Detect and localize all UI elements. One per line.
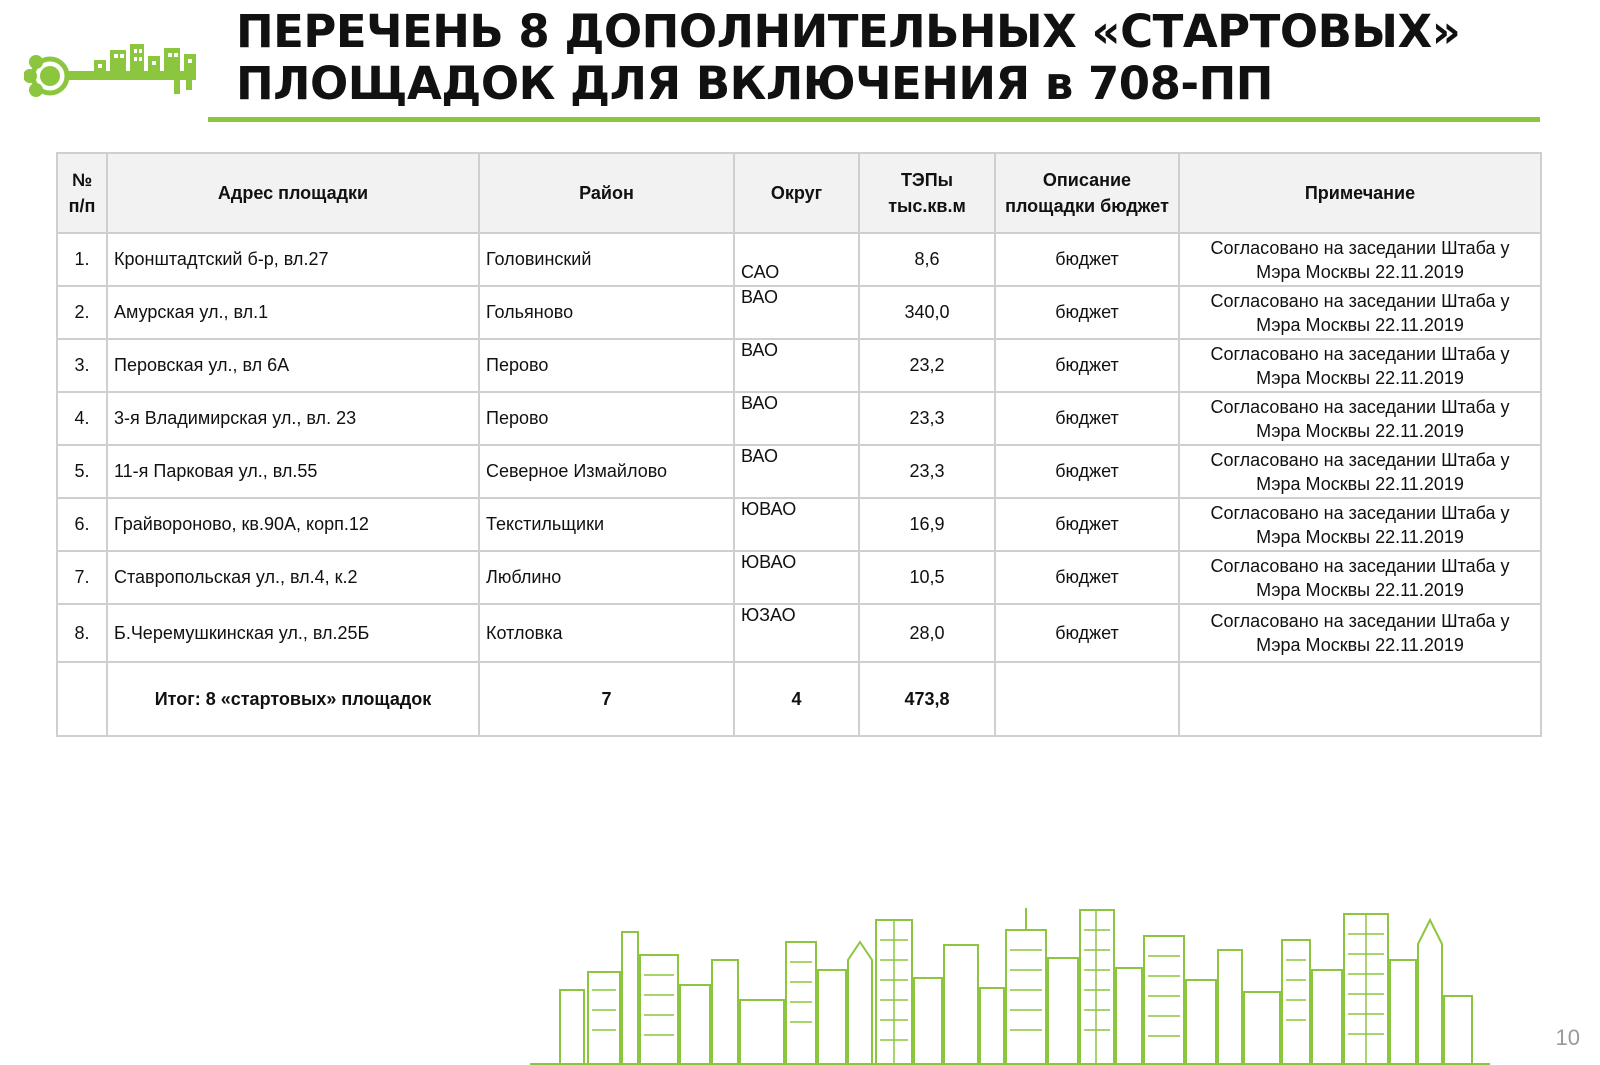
col-header-desc-line-1: Описание [1042, 170, 1132, 190]
cell-tep: 16,9 [859, 498, 995, 551]
page-number: 10 [1555, 1025, 1580, 1050]
city-skyline-icon [530, 900, 1490, 1065]
total-district-count: 7 [479, 662, 734, 736]
cell-note [1179, 392, 1541, 445]
col-header-tep [859, 153, 995, 233]
cell-num: 2. [57, 286, 107, 339]
cell-note-line-1: Согласовано на заседании Штаба у [1210, 343, 1510, 364]
cell-note [1179, 551, 1541, 604]
cell-desc: бюджет [995, 498, 1179, 551]
cell-note-line-2: Мэра Москвы 22.11.2019 [1256, 526, 1464, 547]
cell-note-line-1: Согласовано на заседании Штаба у [1210, 290, 1510, 311]
cell-address: Кронштадтский б-р, вл.27 [107, 233, 479, 286]
cell-tep: 23,3 [859, 445, 995, 498]
total-desc-empty [995, 662, 1179, 736]
col-header-num [57, 153, 107, 233]
cell-address: Б.Черемушкинская ул., вл.25Б [107, 604, 479, 662]
cell-tep: 8,6 [859, 233, 995, 286]
cell-desc: бюджет [995, 392, 1179, 445]
col-header-desc [995, 153, 1179, 233]
cell-note-line-2: Мэра Москвы 22.11.2019 [1256, 473, 1464, 494]
table-row [57, 339, 1541, 392]
cell-okrug: ВАО [734, 339, 859, 392]
cell-tep: 23,2 [859, 339, 995, 392]
cell-desc: бюджет [995, 445, 1179, 498]
cell-note [1179, 339, 1541, 392]
cell-desc: бюджет [995, 339, 1179, 392]
col-header-note: Примечание [1179, 153, 1541, 233]
cell-note-line-1: Согласовано на заседании Штаба у [1210, 449, 1510, 470]
cell-district: Головинский [479, 233, 734, 286]
cell-note [1179, 498, 1541, 551]
col-header-tep-line-1: ТЭПы [900, 170, 954, 190]
col-header-address: Адрес площадки [107, 153, 479, 233]
col-header-tep-line-2: тыс.кв.м [888, 196, 966, 216]
cell-num: 3. [57, 339, 107, 392]
cell-okrug: ЮВАО [734, 551, 859, 604]
page-title-line-1: ПЕРЕЧЕНЬ 8 ДОПОЛНИТЕЛЬНЫХ «СТАРТОВЫХ» [236, 5, 1461, 58]
total-label: Итог: 8 «стартовых» площадок [107, 662, 479, 736]
cell-address: 3-я Владимирская ул., вл. 23 [107, 392, 479, 445]
cell-note-line-2: Мэра Москвы 22.11.2019 [1256, 635, 1464, 655]
total-tep-sum: 473,8 [859, 662, 995, 736]
total-note-empty [1179, 662, 1541, 736]
cell-note-line-2: Мэра Москвы 22.11.2019 [1256, 367, 1464, 388]
total-okrug-count: 4 [734, 662, 859, 736]
cell-note-line-1: Согласовано на заседании Штаба у [1210, 502, 1510, 523]
cell-note-line-2: Мэра Москвы 22.11.2019 [1256, 261, 1464, 282]
cell-num: 7. [57, 551, 107, 604]
cell-okrug: ЮВАО [734, 498, 859, 551]
cell-desc: бюджет [995, 286, 1179, 339]
key-city-logo-icon [24, 40, 204, 110]
cell-note [1179, 286, 1541, 339]
cell-district: Перово [479, 392, 734, 445]
table-row [57, 392, 1541, 445]
cell-district: Котловка [479, 604, 734, 662]
col-header-okrug: Округ [734, 153, 859, 233]
total-num-empty [57, 662, 107, 736]
table-header-row [57, 153, 1541, 233]
col-header-desc-line-2: площадки бюджет [1005, 196, 1169, 216]
cell-num: 4. [57, 392, 107, 445]
cell-desc: бюджет [995, 604, 1179, 662]
col-header-num-line-1: № [71, 170, 93, 190]
cell-note-line-1: Согласовано на заседании Штаба у [1210, 555, 1510, 576]
col-header-district: Район [479, 153, 734, 233]
cell-note [1179, 445, 1541, 498]
table-row [57, 551, 1541, 604]
cell-desc: бюджет [995, 233, 1179, 286]
cell-district: Текстильщики [479, 498, 734, 551]
cell-address: Грайвороново, кв.90А, корп.12 [107, 498, 479, 551]
cell-note-line-1: Согласовано на заседании Штаба у [1210, 611, 1510, 631]
cell-tep: 340,0 [859, 286, 995, 339]
cell-district: Перово [479, 339, 734, 392]
page-title [236, 6, 1566, 110]
cell-num: 5. [57, 445, 107, 498]
total-row [57, 662, 1541, 736]
cell-note-line-2: Мэра Москвы 22.11.2019 [1256, 579, 1464, 600]
cell-address: Ставропольская ул., вл.4, к.2 [107, 551, 479, 604]
cell-address: Перовская ул., вл 6А [107, 339, 479, 392]
table-row [57, 445, 1541, 498]
cell-address: Амурская ул., вл.1 [107, 286, 479, 339]
cell-okrug: ВАО [734, 445, 859, 498]
cell-num: 6. [57, 498, 107, 551]
table-row [57, 286, 1541, 339]
cell-district: Гольяново [479, 286, 734, 339]
cell-desc: бюджет [995, 551, 1179, 604]
table-row [57, 233, 1541, 286]
cell-note-line-1: Согласовано на заседании Штаба у [1210, 237, 1510, 258]
table-row [57, 498, 1541, 551]
cell-okrug: ВАО [734, 286, 859, 339]
cell-okrug: ВАО [734, 392, 859, 445]
cell-note-line-1: Согласовано на заседании Штаба у [1210, 396, 1510, 417]
cell-tep: 28,0 [859, 604, 995, 662]
sites-table [56, 152, 1542, 737]
col-header-num-line-2: п/п [68, 196, 96, 216]
table-row [57, 604, 1541, 662]
cell-num: 1. [57, 233, 107, 286]
cell-tep: 10,5 [859, 551, 995, 604]
cell-note-line-2: Мэра Москвы 22.11.2019 [1256, 314, 1464, 335]
cell-note [1179, 233, 1541, 286]
cell-tep: 23,3 [859, 392, 995, 445]
cell-okrug: ЮЗАО [734, 604, 859, 662]
title-underline [208, 117, 1540, 122]
cell-district: Северное Измайлово [479, 445, 734, 498]
cell-address: 11-я Парковая ул., вл.55 [107, 445, 479, 498]
cell-district: Люблино [479, 551, 734, 604]
cell-note-line-2: Мэра Москвы 22.11.2019 [1256, 420, 1464, 441]
cell-okrug: САО [734, 233, 859, 286]
cell-num: 8. [57, 604, 107, 662]
page-title-line-2: ПЛОЩАДОК ДЛЯ ВКЛЮЧЕНИЯ в 708-ПП [236, 57, 1273, 110]
cell-note [1179, 604, 1541, 662]
